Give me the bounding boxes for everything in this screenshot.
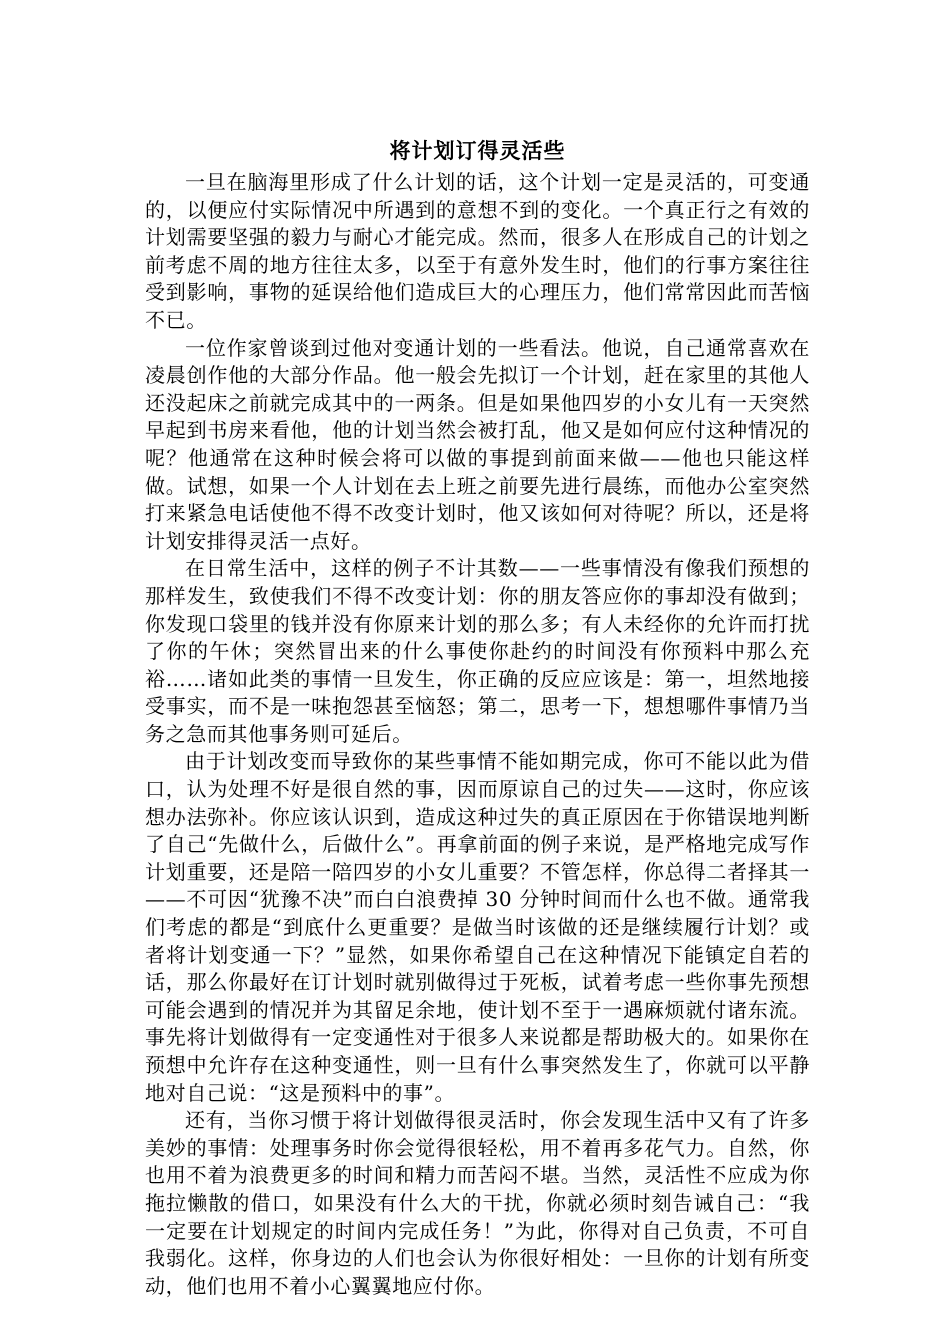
document-page <box>145 133 810 1300</box>
paragraph-5: 还有，当你习惯于将计划做得很灵活时，你会发现生活中又有了许多美妙的事情：处理事务时你会觉得很轻松，用不着再多花气力。自然，你也用不着为浪费更多的时间和精力而苦闷不堪。当然，灵活性不应成为你拖拉懒散的借口，如果没有什么大的干扰，你就必须时刻告诫自己：“我一定要在计划规定的时间内完成任务！”为此，你得对自己负责，不可自我弱化。这样，你身边的人们也会认为你很好相处：一旦你的计划有所变动，他们也用不着小心翼翼地应付你。 <box>145 1108 810 1298</box>
paragraph-1: 一旦在脑海里形成了什么计划的话，这个计划一定是灵活的，可变通的，以便应付实际情况中所遇到的意想不到的变化。一个真正行之有效的计划需要坚强的毅力与耐心才能完成。然而，很多人在形成自己的计划之前考虑不周的地方往往太多，以至于有意外发生时，他们的行事方案往往受到影响，事物的延误给他们造成巨大的心理压力，他们常常因此而苦恼不已。 <box>145 170 810 332</box>
paragraph-2: 一位作家曾谈到过他对变通计划的一些看法。他说，自己通常喜欢在凌晨创作他的大部分作品。他一般会先拟订一个计划，赶在家里的其他人还没起床之前就完成其中的一两条。但是如果他四岁的小女儿有一天突然早起到书房来看他，他的计划当然会被打乱，他又是如何应付这种情况的呢？他通常在这种时候会将可以做的事提到前面来做——他也只能这样做。试想，如果一个人计划在去上班之前要先进行晨练，而他办公室突然打来紧急电话使他不得不改变计划时，他又该如何对待呢？所以，还是将计划安排得灵活一点好。 <box>145 335 810 553</box>
document-title: 将计划订得灵活些 <box>389 138 566 163</box>
paragraph-4: 由于计划改变而导致你的某些事情不能如期完成，你可不能以此为借口，认为处理不好是很自然的事，因而原谅自己的过失——这时，你应该想办法弥补。你应该认识到，造成这种过失的真正原因在于你错误地判断了自己“先做什么，后做什么”。再拿前面的例子来说，是严格地完成写作计划重要，还是陪一陪四岁的小女儿重要？不管怎样，你总得二者择其一——不可因“犹豫不决”而白白浪费掉 30 分钟时间而什么也不做。通常我们考虑的都是“到底什么更重要？是做当时该做的还是继续履行计划？或者将计划变通一下？”显然，如果你希望自己在这种情况下能镇定自若的话，那么你最好在订计划时就别做得过于死板，试着考虑一些你事先预想可能会遇到的情况并为其留足余地，使计划不至于一遇麻烦就付诸东流。事先将计划做得有一定变通性对于很多人来说都是帮助极大的。如果你在预想中允许存在这种变通性，则一旦有什么事突然发生了，你就可以平静地对自己说：“这是预料中的事”。 <box>145 749 810 1105</box>
paragraph-3: 在日常生活中，这样的例子不计其数——一些事情没有像我们预想的那样发生，致使我们不得不改变计划：你的朋友答应你的事却没有做到；你发现口袋里的钱并没有你原来计划的那么多；有人未经你的允许而打扰了你的午休；突然冒出来的什么事使你赴约的时间没有你预料中那么充裕……诸如此类的事情一旦发生，你正确的反应应该是：第一，坦然地接受事实，而不是一味抱怨甚至恼怒；第二，思考一下，想想哪件事情乃当务之急而其他事务则可延后。 <box>145 556 810 746</box>
